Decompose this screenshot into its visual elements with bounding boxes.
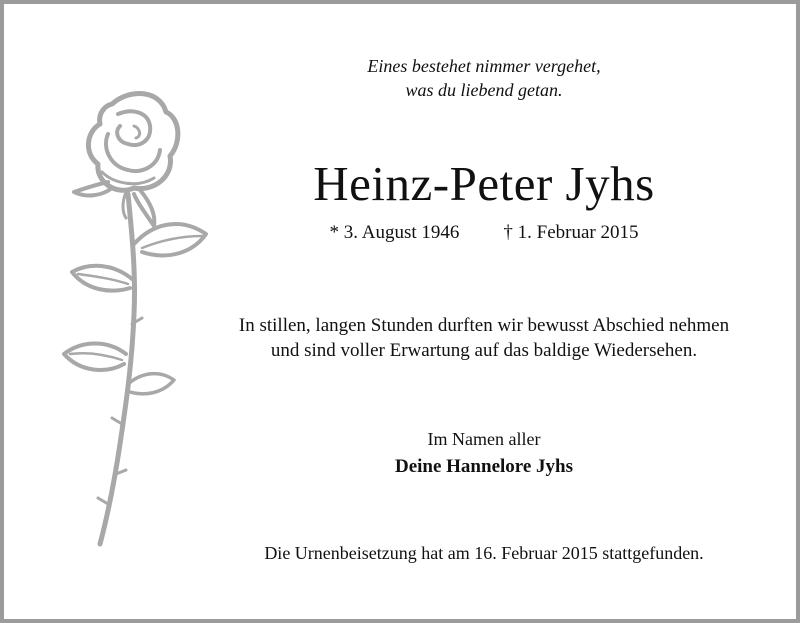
memorial-quote [204, 54, 764, 102]
quote-line-1: Eines bestehet nimmer vergehet, [367, 56, 601, 76]
life-dates [204, 220, 764, 246]
death-date: † 1. Februar 2015 [503, 222, 639, 243]
closing-line-1: Im Namen aller [427, 429, 541, 449]
burial-note: Die Urnenbeisetzung hat am 16. Februar 2015 stattgefunden. [264, 543, 704, 563]
closing-signature: Deine Hannelore Jyhs [394, 456, 574, 477]
rose-icon [42, 84, 222, 554]
farewell-message [204, 313, 764, 363]
message-line-1: In stillen, langen Stunden durften wir bewusst Abschied nehmen [238, 315, 730, 336]
message-line-2: und sind voller Erwartung auf das baldige Wiedersehen. [270, 340, 698, 361]
deceased-name: Heinz-Peter Jyhs [313, 156, 655, 211]
quote-line-2: was du liebend getan. [405, 80, 563, 100]
birth-date: * 3. August 1946 [329, 222, 460, 243]
